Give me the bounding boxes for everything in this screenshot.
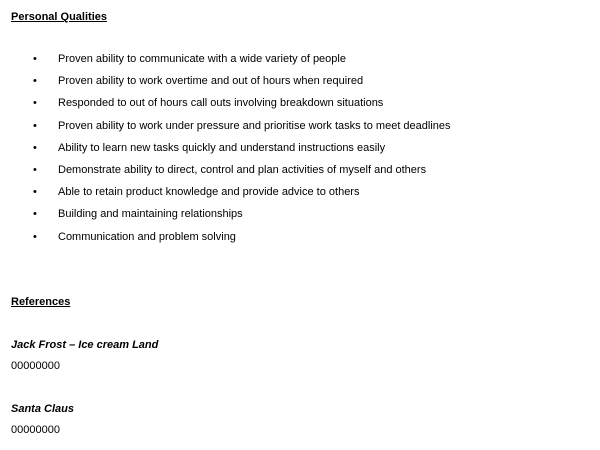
bullet-icon: • [33, 97, 37, 110]
list-item-text: Proven ability to work overtime and out of hours when required [58, 75, 364, 88]
list-item-text: Proven ability to communicate with a wide variety of people [58, 53, 346, 65]
reference-phone: 00000000 [11, 360, 60, 372]
bullet-icon: • [33, 53, 37, 65]
list-item-text: Demonstrate ability to direct, control and plan activities of myself and others [58, 163, 427, 176]
reference-name: Jack Frost – Ice cream Land [11, 339, 159, 351]
reference-name: Santa Claus [11, 403, 74, 415]
list-item-text: Responded to out of hours call outs involving breakdown situations [58, 97, 384, 110]
bullet-icon: • [33, 186, 37, 199]
list-item [0, 119, 600, 141]
list-item [0, 74, 600, 96]
list-item-text: Building and maintaining relationships [58, 208, 243, 221]
personal-qualities-heading: Personal Qualities [11, 11, 107, 23]
references-heading: References [11, 296, 71, 308]
list-item [0, 96, 600, 118]
bullet-icon: • [33, 230, 37, 243]
list-item [0, 163, 600, 185]
list-item [0, 207, 600, 229]
list-item-text: Ability to learn new tasks quickly and understand instructions easily [58, 141, 386, 154]
list-item-text: Able to retain product knowledge and provide advice to others [58, 186, 360, 199]
list-item-text: Proven ability to work under pressure and prioritise work tasks to meet deadlines [58, 119, 451, 132]
bullet-icon: • [33, 75, 37, 88]
list-item [0, 52, 600, 74]
bullet-icon: • [33, 208, 37, 221]
bullet-icon: • [33, 163, 37, 176]
personal-qualities-list [0, 52, 600, 252]
bullet-icon: • [33, 141, 37, 154]
reference-phone: 00000000 [11, 424, 60, 436]
bullet-icon: • [33, 119, 37, 132]
list-item [0, 230, 600, 252]
list-item [0, 185, 600, 207]
list-item [0, 141, 600, 163]
list-item-text: Communication and problem solving [58, 230, 236, 243]
